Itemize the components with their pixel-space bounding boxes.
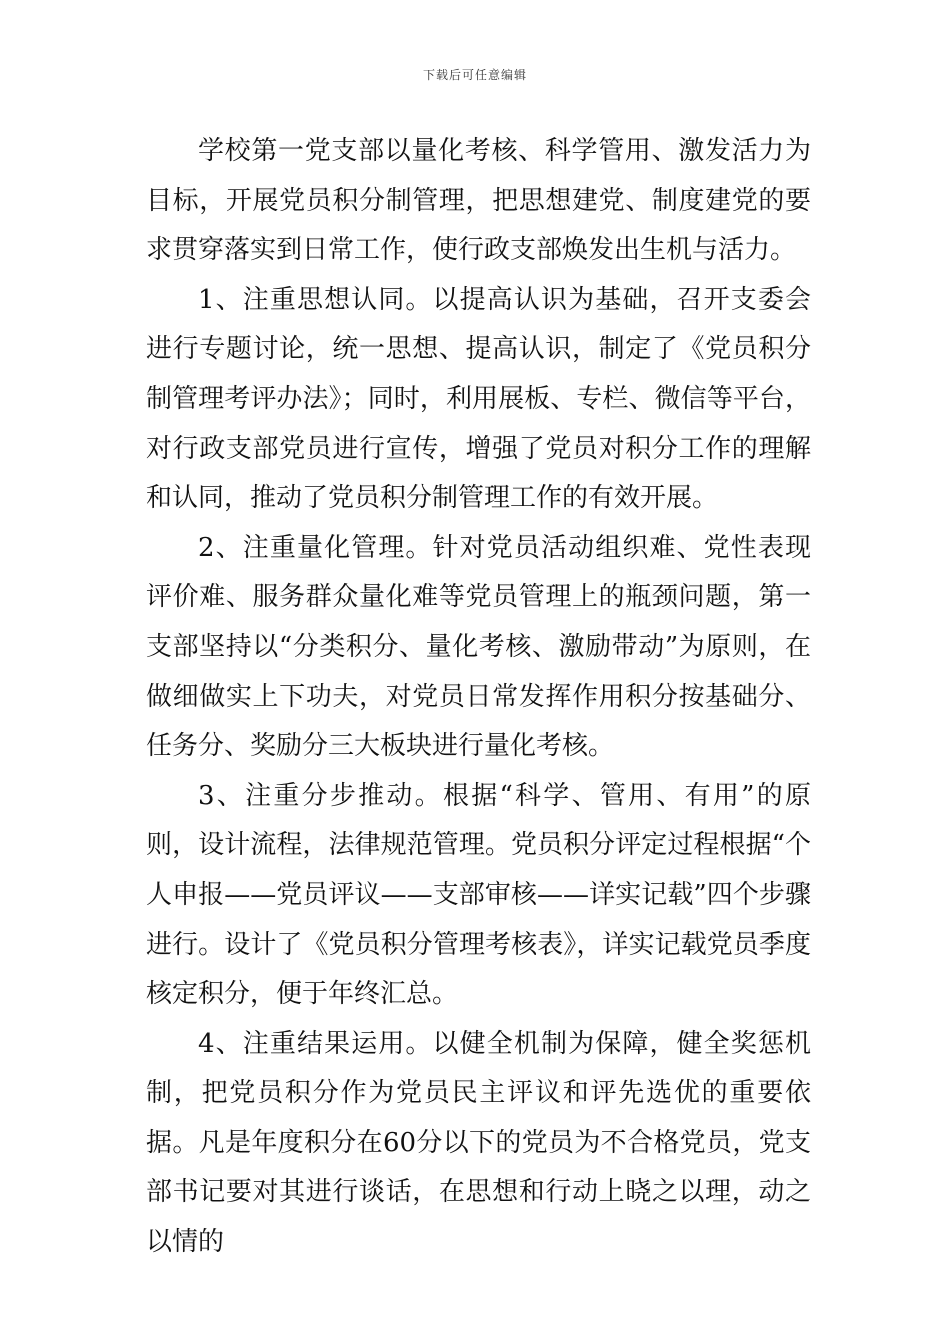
document-body <box>146 127 811 1268</box>
paragraph-intro: 学校第一党支部以量化考核、科学管用、激发活力为目标，开展党员积分制管理，把思想建党、制度建党的要求贯穿落实到日常工作，使行政支部焕发出生机与活力。 <box>146 136 811 266</box>
paragraph-item-3: 3、注重分步推动。根据“科学、管用、有用”的原则，设计流程，法律规范管理。党员积分评定过程根据“个人申报——党员评议——支部审核——详实记载”四个步骤进行。设计了《党员积分管理考核表》，详实记载党员季度核定积分，便于年终汇总。 <box>146 780 811 1010</box>
header-note: 下载后可任意编辑 <box>422 68 527 82</box>
paragraph-item-2: 2、注重量化管理。针对党员活动组织难、党性表现评价难、服务群众量化难等党员管理上的瓶颈问题，第一支部坚持以“分类积分、量化考核、激励带动”为原则，在做细做实上下功夫，对党员日常发挥作用积分按基础分、任务分、奖励分三大板块进行量化考核。 <box>146 532 811 762</box>
paragraph-item-4: 4、注重结果运用。以健全机制为保障，健全奖惩机制，把党员积分作为党员民主评议和评先选优的重要依据。凡是年度积分在60分以下的党员为不合格党员，党支部书记要对其进行谈话，在思想和行动上晓之以理，动之以情的 <box>146 1028 811 1258</box>
paragraph-item-1: 1、注重思想认同。以提高认识为基础，召开支委会进行专题讨论，统一思想、提高认识，制定了《党员积分制管理考评办法》；同时，利用展板、专栏、微信等平台，对行政支部党员进行宣传，增强了党员对积分工作的理解和认同，推动了党员积分制管理工作的有效开展。 <box>146 284 811 514</box>
